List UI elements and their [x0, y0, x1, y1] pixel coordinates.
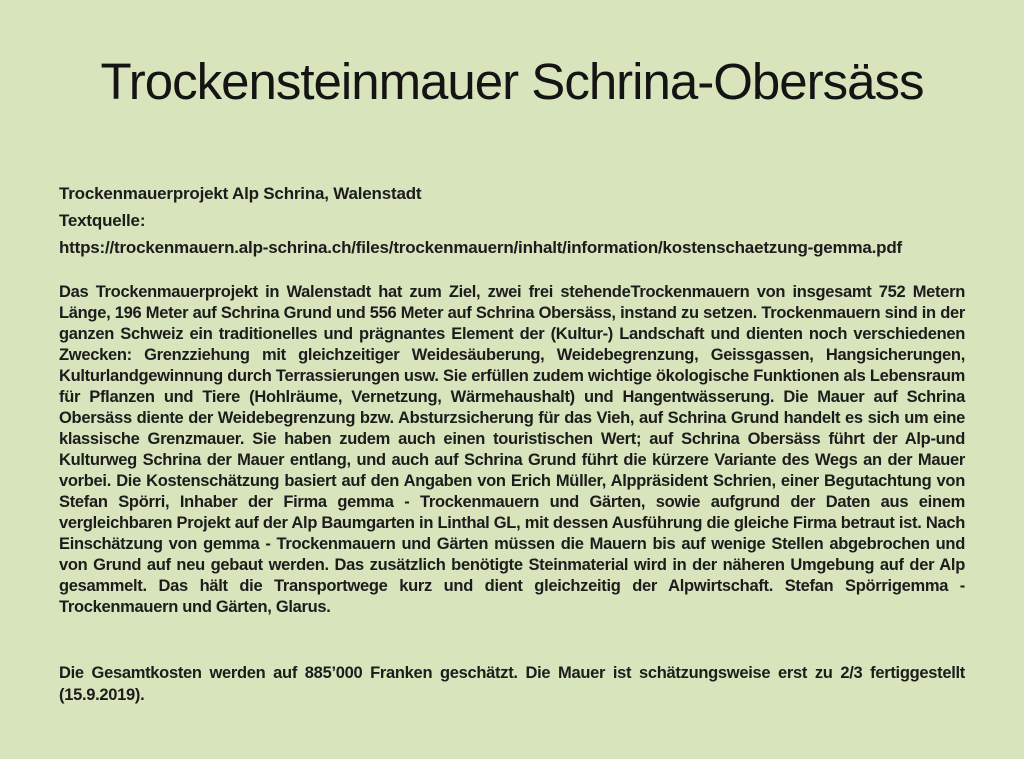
- page-title: Trockensteinmauer Schrina-Obersäss: [100, 53, 924, 110]
- cost-summary-paragraph: Die Gesamtkosten werden auf 885’000 Franken geschätzt. Die Mauer ist schätzungsweise erst zu 2/3 fertiggestellt (15.9.2019).: [59, 664, 965, 704]
- source-url-text: https://trockenmauern.alp-schrina.ch/files/trockenmauern/inhalt/information/kostenschaetzung-gemma.pdf: [59, 238, 902, 257]
- intro-section: [59, 180, 965, 261]
- source-label: Textquelle:: [59, 211, 146, 230]
- project-name-line: Trockenmauerprojekt Alp Schrina, Walenstadt: [59, 184, 422, 203]
- main-paragraph: Das Trockenmauerprojekt in Walenstadt hat zum Ziel, zwei frei stehendeTrockenmauern von insgesamt 752 Metern Länge, 196 Meter auf Schrina Grund und 556 Meter auf Schrina Obersäss, instand zu setzen. Trockenmauern sind in der ganzen Schweiz ein traditionelles und prägnantes Element der (Kultur-) Landschaft und dienten noch verschiedenen Zwecken: Grenzziehung mit gleichzeitiger Weidesäuberung, Weidebegrenzung, Geissgassen, Hangsicherungen, Kulturlandgewinnung durch Terrassierungen usw. Sie erfüllen zudem wichtige ökologische Funktionen als Lebensraum für Pflanzen und Tiere (Hohlräume, Vernetzung, Wärmehaushalt) und Hangentwässerung. Die Mauer auf Schrina Obersäss diente der Weidebegrenzung bzw. Absturzsicherung für das Vieh, auf Schrina Grund handelt es sich um eine klassische Grenzmauer. Sie haben zudem auch einen touristischen Wert; auf Schrina Obersäss führt der Alp-und Kulturweg Schrina der Mauer entlang, und auch auf Schrina Grund führt die kürzere Variante des Wegs an der Mauer vorbei. Die Kostenschätzung basiert auf den Angaben von Erich Müller, Alppräsident Schrien, einer Begutachtung von Stefan Spörri, Inhaber der Firma gemma - Trockenmauern und Gärten, sowie aufgrund der Daten aus einem vergleichbaren Projekt auf der Alp Baumgarten in Linthal GL, mit dessen Ausführung die gleiche Firma betraut ist. Nach Einschätzung von gemma - Trockenmauern und Gärten müssen die Mauern bis auf wenige Stellen abgebrochen und von Grund auf neu gebaut werden. Das zusätzlich benötigte Steinmaterial wird in der näheren Umgebung auf der Alp gesammelt. Das hält die Transportwege kurz und dient gleichzeitig der Alpwirtschaft. Stefan Spörrigemma - Trockenmauern und Gärten, Glarus.: [59, 283, 965, 616]
